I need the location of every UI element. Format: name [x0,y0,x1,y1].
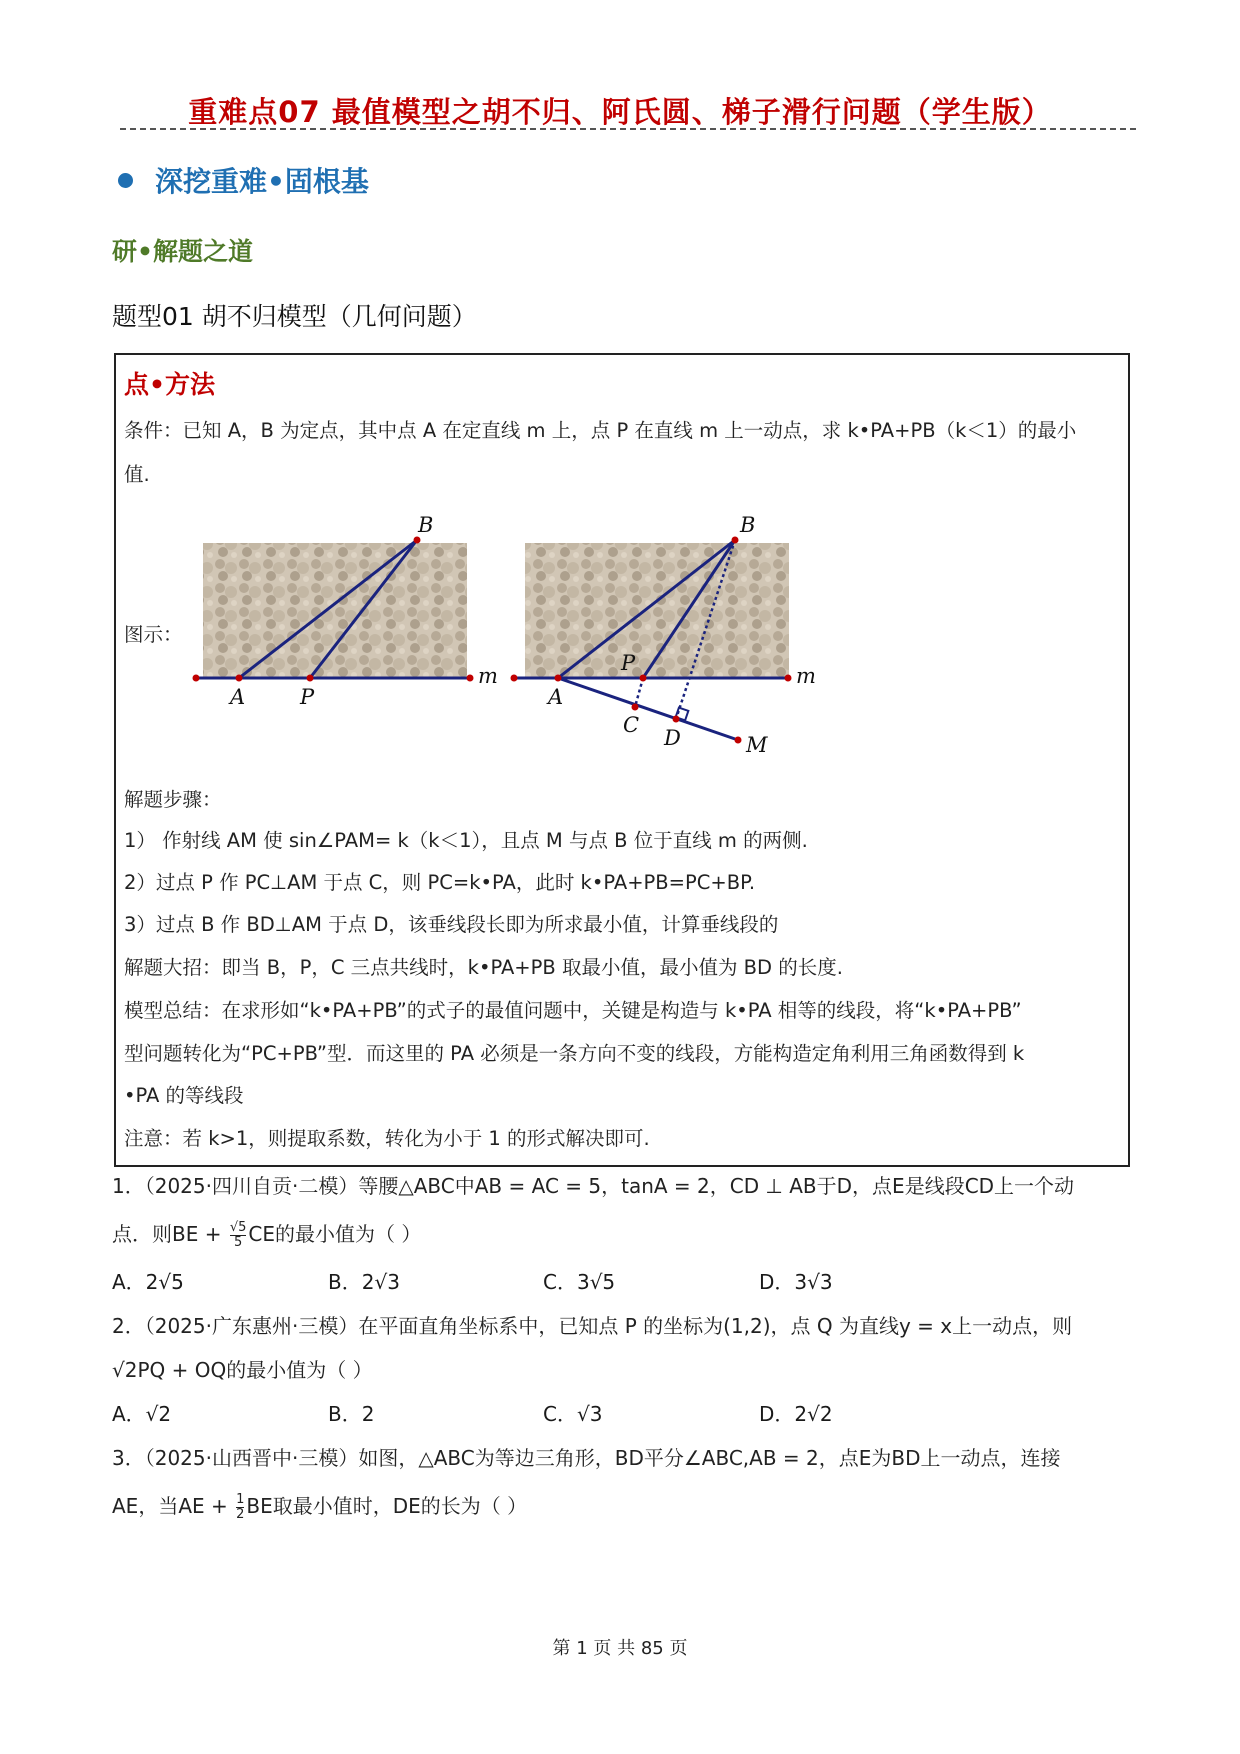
point-D [673,716,680,723]
label-D: D [664,726,681,750]
section-heading-3: 题型01 胡不归模型（几何问题） [112,302,477,331]
label-C: C [623,713,640,737]
point [467,675,474,682]
page-footer: 第 1 页 共 85 页 [552,1638,688,1659]
summary-line-1: 模型总结：在求形如“k•PA+PB”的式子的最值问题中，关键是构造与 k•PA 相等的线段，将“k•PA+PB” [124,999,1022,1022]
bullet-dot-icon [118,173,133,188]
point-A [555,675,562,682]
point-B [732,537,739,544]
label-B: B [418,513,434,537]
q1-option-c: C．3√5 [543,1270,616,1294]
point-A [236,675,243,682]
fraction-denominator: 2 [236,1507,245,1522]
label-A: A [230,685,246,709]
ray-AM [558,678,738,740]
point-B [414,537,421,544]
section-heading-1 [118,160,369,200]
label-m: m [796,664,816,688]
document-title: 重难点07 最值模型之胡不归、阿氏圆、梯子滑行问题（学生版） [188,95,1052,129]
step-3: 3）过点 B 作 BD⊥AM 于点 D，该垂线段长即为所求最小值，计算垂线段的 [124,913,779,936]
step-1: 1） 作射线 AM 使 sin∠PAM= k（k＜1），且点 M 与点 B 位于直线 m 的两侧. [124,829,808,852]
q1-option-d: D．3√3 [759,1270,833,1294]
q2-option-d: D．2√2 [759,1402,833,1426]
condition-line-2: 值. [124,463,150,486]
label-B: B [740,513,756,537]
label-P: P [621,651,636,675]
condition-line-1: 条件：已知 A，B 为定点，其中点 A 在定直线 m 上，点 P 在直线 m 上一动点，求 k•PA+PB（k＜1）的最小 [124,419,1077,442]
question-2-line-2: √2PQ + OQ的最小值为（ ） [112,1358,373,1382]
fraction [230,1221,247,1250]
label-A: A [548,685,564,709]
method-box-heading: 点•方法 [124,370,215,399]
point-P [640,675,647,682]
point-C [632,704,639,711]
point [193,675,200,682]
point-M [735,737,742,744]
point [785,675,792,682]
q1-option-a: A．2√5 [112,1270,184,1294]
question-1-line-1: 1．（2025·四川自贡·二模）等腰△ABC中AB = AC = 5，tanA = 2，CD ⊥ AB于D，点E是线段CD上一个动 [112,1174,1075,1198]
steps-title: 解题步骤： [124,788,222,811]
question-3-line-1: 3．（2025·山西晋中·三模）如图，△ABC为等边三角形，BD平分∠ABC,AB = 2，点E为BD上一动点，连接 [112,1446,1061,1470]
question-1-text-a: 点．则BE + [112,1222,228,1246]
figure-2-diagram [508,510,828,760]
fraction-numerator: 1 [236,1492,245,1507]
figure-1-diagram [190,510,498,720]
title-divider [120,128,1136,130]
fraction-numerator: √5 [229,1220,247,1235]
trick-text: 解题大招：即当 B，P，C 三点共线时，k•PA+PB 取最小值，最小值为 BD 的长度. [124,956,843,979]
textured-background [203,543,467,679]
summary-line-3: •PA 的等线段 [124,1084,244,1107]
point-P [307,675,314,682]
q2-option-b: B．2 [328,1402,375,1426]
label-m: m [478,664,498,688]
label-P: P [300,685,315,709]
question-2-line-1: 2．（2025·广东惠州·三模）在平面直角坐标系中，已知点 P 的坐标为(1,2)，点 Q 为直线y = x上一动点，则 [112,1314,1073,1338]
question-3-text-b: BE取最小值时，DE的长为（ ） [246,1494,528,1518]
question-3-line-2 [112,1490,527,1522]
q2-option-a: A．√2 [112,1402,172,1426]
question-1-text-b: CE的最小值为（ ） [248,1222,422,1246]
segment-PC [635,678,643,707]
point [511,675,518,682]
fraction-denominator: 5 [233,1235,243,1250]
q1-option-b: B．2√3 [328,1270,400,1294]
section-heading-1-text: 深挖重难•固根基 [155,165,369,198]
q2-option-c: C．√3 [543,1402,603,1426]
summary-line-2: 型问题转化为“PC+PB”型．而这里的 PA 必须是一条方向不变的线段，方能构造定角利用三角函数得到 k [124,1042,1025,1065]
step-2: 2）过点 P 作 PC⊥AM 于点 C，则 PC=k•PA，此时 k•PA+PB=PC+BP. [124,871,756,894]
question-1-line-2 [112,1218,421,1250]
fraction [236,1493,244,1522]
question-3-text-a: AE，当AE + [112,1494,235,1518]
note-text: 注意：若 k>1，则提取系数，转化为小于 1 的形式解决即可. [124,1127,650,1150]
figure-label: 图示： [124,623,183,646]
section-heading-2: 研•解题之道 [112,237,253,266]
label-M: M [746,733,768,757]
